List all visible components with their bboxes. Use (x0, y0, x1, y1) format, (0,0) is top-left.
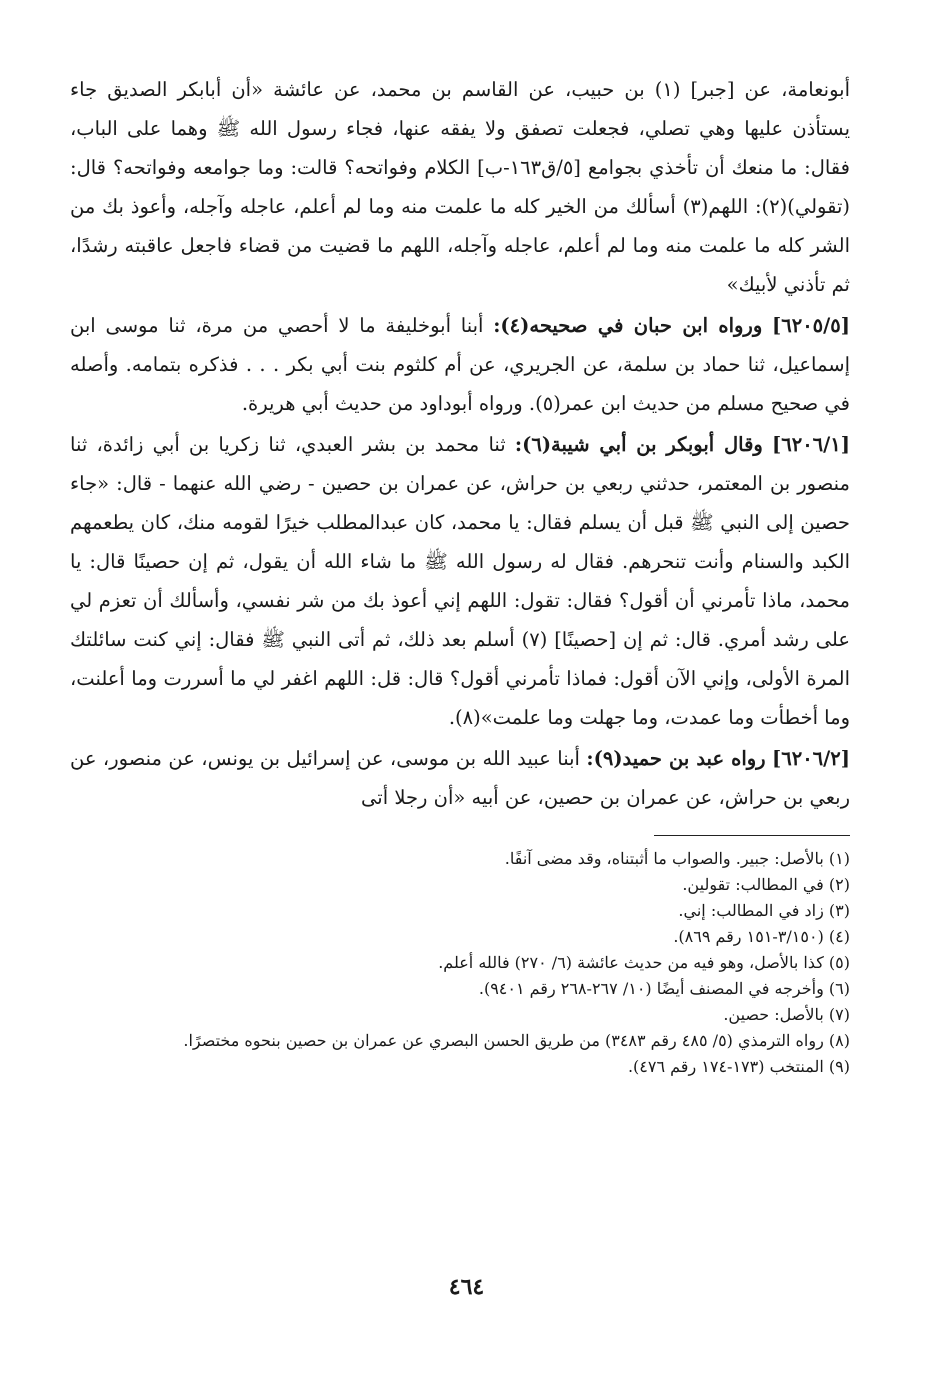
footnotes (70, 846, 850, 1080)
hadith-paragraph-1 (70, 70, 850, 304)
footnote-separator-wrap (70, 835, 850, 836)
hadith-number: [٦٢٠٥/٥] (772, 314, 850, 337)
footnote-6: (٦) وأخرجه في المصنف أيضًا (١٠/ ٢٦٧-٢٦٨ رقم ٩٤٠١). (478, 979, 850, 998)
hadith-number: [٦٢٠٦/١] (772, 433, 850, 456)
hadith-paragraph-4 (70, 739, 850, 817)
footnote-separator (654, 835, 850, 836)
hadith-paragraph-3 (70, 425, 850, 737)
footnote-4: (٤) (٣/١٥٠-١٥١ رقم ٨٦٩). (673, 927, 850, 946)
hadith-text: أبونعامة، عن [جبر] (١) بن حبيب، عن القاسم بن محمد، عن عائشة «أن أبابكر الصديق جاء يستأذن عليها وهي تصلي، فجعلت تصفق ولا يفقه عنها، فجاء رسول الله ﷺ وهما على الباب، فقال: ما منعك أن تأخذي بجوامع [٥/ق١٦٣-ب] الكلام وفواتحه؟ قالت: وما جوامعه وفواتحه؟ قال: (تقولي)(٢): اللهم(٣) أسألك من الخير كله ما علمت منه وما لم أعلم، عاجله وآجله، وأعوذ بك من الشر كله ما علمت منه وما لم أعلم، عاجله وآجله، اللهم ما قضيت من قضاء فاجعل عاقبته رشدًا، ثم تأذني لأبيك» (70, 78, 850, 296)
footnote-8: (٨) رواه الترمذي (٥/ ٤٨٥ رقم ٣٤٨٣) من طريق الحسن البصري عن عمران بن حصين بنحوه مختصرًا. (183, 1031, 850, 1050)
hadith-text: أبنا عبيد الله بن موسى، عن إسرائيل بن يونس، عن منصور، عن ربعي بن حراش، عن عمران بن حصين، عن أبيه «أن رجلا أتى (70, 747, 850, 809)
hadith-text: ثنا محمد بن بشر العبدي، ثنا زكريا بن أبي زائدة، ثنا منصور بن المعتمر، حدثني ربعي بن حراش، عن عمران بن حصين - رضي الله عنهما - قال: «جاء حصين إلى النبي ﷺ قبل أن يسلم فقال: يا محمد، كان عبدالمطلب خيرًا لقومه منك، كان يطعمهم الكبد والسنام وأنت تنحرهم. فقال له رسول الله ﷺ ما شاء الله أن يقول، ثم إن حصينًا قال: يا محمد، ماذا تأمرني أن أقول؟ فقال: تقول: اللهم إني أعوذ بك من شر نفسي، وأسألك أن تعزم لي على رشد أمري. قال: ثم إن [حصينًا] (٧) أسلم بعد ذلك، ثم أتى النبي ﷺ فقال: إني كنت سائلتك المرة الأولى، وإني الآن أقول: فماذا تأمرني أقول؟ قال: قل: اللهم اغفر لي ما أسررت وما أعلنت، وما أخطأت وما عمدت، وما جهلت وما علمت»(٨). (70, 433, 850, 729)
hadith-source: وقال أبوبكر بن أبي شيبة(٦): (514, 433, 763, 456)
footnote-5: (٥) كذا بالأصل، وهو فيه من حديث عائشة (٦/ ٢٧٠) فالله أعلم. (438, 953, 850, 972)
hadith-paragraph-2 (70, 306, 850, 423)
hadith-text: أبنا أبوخليفة ما لا أحصي من مرة، ثنا موسى ابن إسماعيل، ثنا حماد بن سلمة، عن الجريري، عن أم كلثوم بنت أبي بكر . . . فذكره بتمامه. وأصله في صحيح مسلم من حديث ابن عمر(٥). ورواه أبوداود من حديث أبي هريرة. (70, 314, 850, 415)
page-number: ٤٦٤ (448, 1274, 485, 1300)
hadith-number: [٦٢٠٦/٢] (772, 747, 850, 770)
footnote-2: (٢) في المطالب: تقولين. (682, 875, 850, 894)
page-body (70, 70, 850, 1080)
footnote-3: (٣) زاد في المطالب: إني. (678, 901, 850, 920)
hadith-source: ورواه ابن حبان في صحيحه(٤): (493, 314, 763, 337)
hadith-source: رواه عبد بن حميد(٩): (586, 747, 766, 770)
footnote-7: (٧) بالأصل: حصين. (723, 1005, 850, 1024)
footnote-9: (٩) المنتخب (١٧٣-١٧٤ رقم ٤٧٦). (627, 1057, 850, 1076)
footnote-1: (١) بالأصل: جبير. والصواب ما أثبتناه، وقد مضى آنفًا. (504, 849, 850, 868)
